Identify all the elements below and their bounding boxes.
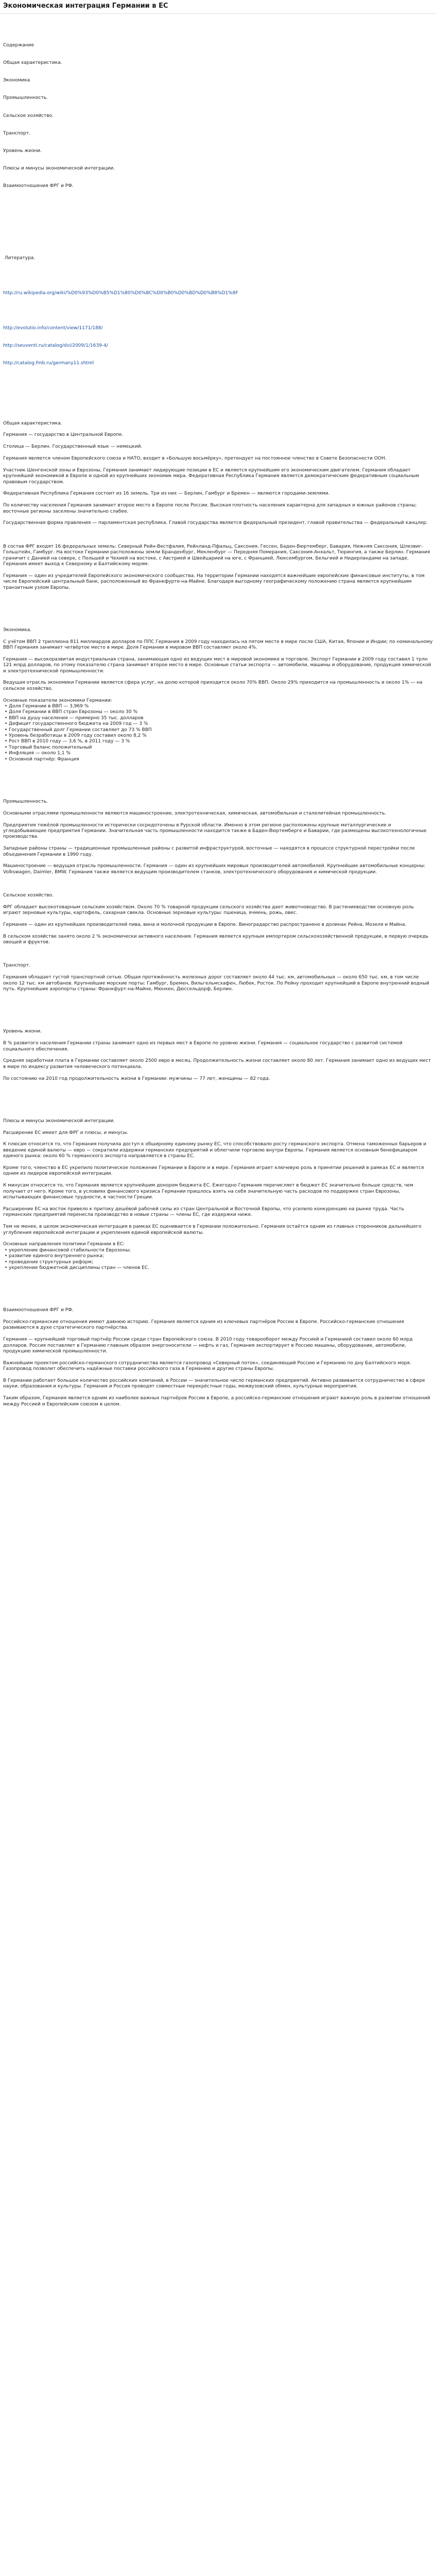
section-general: Общая характеристика. Германия — государство в Центральной Европе. Столица — Берлин. Государственный язык — немецкий. Германия является членом Европейского союза и НАТО, входит в «Большую восьмёрку», претендует на постоянное членство в Совете Безопасности ООН. Участник Шенгенской зоны и Еврозоны, Германия занимает лидирующие позиции в ЕС и является крупнейшим его экономическим двигателем. Германия обладает крупнейшей экономикой в Европе и одной из крупнейших экономик мира. Федеративная Республика Германия является демократическим федеративным социальным правовым государством. Федеративная Республика Германия состоит из 16 земель. Три из них — Берлин, Гамбург и Бремен — являются городами-землями. По количеству населения Германия занимает второе место в Европе после России. Высокая плотность населения характерна для западных и южных районов страны; восточные регионы заселены значительно слабее. Государственная форма правления — парламентская республика. Главой государства является федеральный президент, главой правительства — федеральный канцлер. bbox=[3, 420, 428, 526]
section-pros-cons: Плюсы и минусы экономической интеграции. Расширение ЕС имеет для ФРГ и плюсы, и минусы. К плюсам относится то, что Германия получила доступ к обширному единому рынку ЕС, что способствовало росту германского экспорта. Отмена таможенных барьеров и введение единой валюты — евро — сократили издержки германских предприятий и облегчили торговлю внутри Европы. Германия является основным бенефициаром единого рынка: около 60 % германского экспорта направляется в страны ЕС. Кроме того, членство в ЕС укрепило политическое положение Германии в Европе и в мире. Германия играет ключевую роль в принятии решений в рамках ЕС и является одним из лидеров европейской интеграции. К минусам относится то, что Германия является крупнейшим донором бюджета ЕС. Ежегодно Германия перечисляет в бюджет ЕС значительно больше средств, чем получает от него. Кроме того, в условиях финансового кризиса Германии пришлось взять на себя значительную часть расходов по поддержке стран Еврозоны, испытывающих финансовые трудности, в частности Греции. Расширение ЕС на восток привело к притоку дешёвой рабочей силы из стран Центральной и Восточной Европы, что усилило конкуренцию на рынке труда. Часть германских предприятий перенесла производство в новые страны — члены ЕС, где издержки ниже. Тем не менее, в целом экономическая интеграция в рамках ЕС оценивается в Германии положительно. Германия остаётся одним из главных сторонников дальнейшего углубления европейской интеграции и укрепления единой европейской валюты. Основные направления политики Германии в ЕС: • укрепление финансовой стабильности Еврозоны; • развитие единого внутреннего рынка; • проведение структурных реформ; • укрепление бюджетной дисциплины стран — членов ЕС. bbox=[3, 1118, 427, 1270]
toc-item: Плюсы и минусы экономической интеграции. bbox=[3, 166, 115, 172]
literature-block bbox=[3, 244, 433, 379]
toc-item: Сельское хозяйство. bbox=[3, 113, 54, 118]
section-industry: Промышленность. Основными отраслями промышленности являются машиностроение, электротехническая, химическая, автомобильная и сталелитейная промышленность. Предприятия тяжёлой промышленности исторически сосредоточены в Рурской области. Именно в этом регионе расположены крупные металлургические и угледобывающие предприятия Германии. Значительная часть промышленности находится также в Баден-Вюртемберге и Баварии, где размещены высокотехнологичные производства. Западные районы страны — традиционные промышленные районы с развитой инфраструктурой, восточные — находятся в процессе структурной перестройки после объединения Германии в 1990 году. Машиностроение — ведущая отрасль промышленности. Германия — один из крупнейших мировых производителей автомобилей. Крупнейшие автомобильные концерны: Volkswagen, Daimler, BMW. Германия также является ведущим производителем станков, электротехнического оборудования и химической продукции. bbox=[3, 799, 427, 875]
toc-item: Взаимоотношения ФРГ и РФ. bbox=[3, 183, 74, 189]
section-agriculture: Сельское хозяйство. ФРГ обладает высокотоварным сельским хозяйством. Около 70 % товарной продукции сельского хозяйства дает животноводство. В растениеводстве основную роль играют зерновые культуры, картофель, сахарная свекла. Основные зерновые культуры: пшеница, ячмень, рожь, овес. Германия — один из крупнейших производителей пива, вина и молочной продукции в Европе. Виноградарство распространено в долинах Рейна, Мозеля и Майна. В сельском хозяйстве занято около 2 % экономически активного населения. Германия является крупным импортером сельскохозяйственной продукции, в первую очередь овощей и фруктов. bbox=[3, 893, 429, 945]
literature-link[interactable]: http://seuventi.ru/catalog/dvi/2009/1/1639-4/ bbox=[3, 343, 108, 348]
document-body bbox=[0, 14, 436, 1419]
section-living: Уровень жизни. В % развитого населения Германии страны занимает одно из первых мест в Европе по уровню жизни. Германия — социальное государство с развитой системой социального обеспечения. Средняя заработная плата в Германии составляет около 2500 евро в месяц. Продолжительность жизни составляет около 80 лет. Германия занимает одно из ведущих мест в мире по индексу развития человеческого потенциала. По состоянию на 2010 год продолжительность жизни в Германии: мужчины — 77 лет, женщины — 82 года. bbox=[3, 1029, 431, 1081]
toc-item: Уровень жизни. bbox=[3, 148, 42, 154]
toc-item: Содержание bbox=[3, 42, 34, 48]
literature-link[interactable]: http://evolutio.info/content/view/1171/188/ bbox=[3, 325, 103, 331]
toc-item: Экономика bbox=[3, 78, 30, 83]
literature-heading: Литература. bbox=[3, 255, 36, 261]
toc-item: Промышленность. bbox=[3, 95, 48, 101]
toc-item: Общая характеристика. bbox=[3, 60, 62, 65]
section-economy: Экономика. С учётом ВВП 2 триллиона 811 миллиардов долларов по ППС Германия в 2009 году находилась на пятом месте в мире после США, Китая, Японии и Индии; по номинальному ВВП Германия занимает четвёртое место в мире. Доля Германии в мировом ВВП составляет около 4%. Германия — высокоразвитая индустриальная страна, занимающая одно из ведущих мест в мировой экономике и торговле. Экспорт Германии в 2009 году составил 1 трлн 121 млрд долларов, по этому показателю страна занимает второе место в мире. Основные статьи экспорта — автомобили, машины и оборудование, продукция химической и электротехнической промышленности. Ведущая отрасль экономики Германии является сфера услуг, на долю которой приходится около 70% ВВП. Около 29% приходится на промышленность и около 1% — на сельское хозяйство. Основные показатели экономики Германии: • Доля Германии в ВВП — 3,969 % • Доля Германии в ВВП стран Еврозоны — около 30 % • ВВП на душу населения — примерно 35 тыс. долларов • Дефицит государственного бюджета на 2009 год — 3 % • Государственный долг Германии составляет до 73 % ВВП • Уровень безработицы в 2009 году составил около 8,2 % • Рост ВВП в 2010 году — 3,6 %, в 2011 году — 3 % • Торговый баланс положительный • Инфляция — около 1,1 % • Основной партнёр: Франция bbox=[3, 627, 433, 762]
toc-item: Транспорт. bbox=[3, 130, 30, 136]
literature-link[interactable]: http://catalog.fmb.ru/germany11.shtml bbox=[3, 361, 94, 366]
page-title: Экономическая интеграция Германии в ЕС bbox=[3, 2, 168, 10]
section-structure: В состав ФРГ входят 16 федеральных земель: Северный Рейн-Вестфалия, Рейнланд-Пфальц, Саксония, Гессен, Баден-Вюртемберг, Бавария, Нижняя Саксония, Шлезвиг-Гольштейн, Гамбург. На востоке Германии расположены земли Бранденбург, Мекленбург — Передняя Померания, Саксония-Анхальт, Тюрингия, а также Берлин. Германия граничит с Данией на севере, с Польшей и Чехией на востоке, с Австрией и Швейцарией на юге, с Францией, Люксембургом, Бельгией и Нидерландами на западе. Германия имеет выход к Северному и Балтийскому морям. Германия — один из учредителей Европейского экономического сообщества. На территории Германии находятся важнейшие европейские финансовые институты, в том числе Европейский центральный банк, расположенный во Франкфурте-на-Майне. Благодаря выгодному географическому положению страна является крупнейшим транзитным узлом Европы. bbox=[3, 544, 430, 590]
section-relations: Взаимоотношения ФРГ и РФ. Российско-германские отношения имеют давнюю историю. Германия является одним из ключевых партнёров России в Европе. Российско-германские отношения развиваются в духе стратегического партнёрства. Германия — крупнейший торговый партнёр России среди стран Европейского союза. В 2010 году товарооборот между Россией и Германией составил около 60 млрд долларов. Россия поставляет в Германию главным образом энергоносители — нефть и газ, Германия экспортирует в Россию машины, оборудование, автомобили, продукцию химической промышленности. Важнейшим проектом российско-германского сотрудничества является газопровод «Северный поток», соединяющий Россию и Германию по дну Балтийского моря. Газопровод позволит обеспечить надёжные поставки российского газа в Германию и другие страны Европы. В Германии работает большое количество российских компаний, в России — значительное число германских предприятий. Активно развивается сотрудничество в сфере науки, образования и культуры. Германия и Россия проводят совместные перекрёстные годы, межвузовский обмен, культурные мероприятия. Таким образом, Германия является одним из наиболее важных партнёров России в Европе, а российско-германские отношения играют важную роль в развитии отношений между Россией и Европейским союзом в целом. bbox=[3, 1308, 430, 1407]
section-transport: Транспорт. Германия обладает густой транспортной сетью. Общая протяжённость железных дорог составляет около 44 тыс. км, автомобильных — около 650 тыс. км, в том числе около 12 тыс. км автобанов. Крупнейшие морские порты: Гамбург, Бремен, Вильгельмсхафен, Любек, Росток. По Рейну проходит крупнейший в Европе внутренний водный путь. Крупнейшие аэропорты страны: Франкфурт-на-Майне, Мюнхен, Дюссельдорф, Берлин. bbox=[3, 963, 429, 992]
table-of-contents bbox=[3, 31, 433, 201]
literature-link[interactable]: http://ru.wikipedia.org/wiki/%D0%93%D0%B5%D1%80%D0%BC%D0%B0%D0%BD%D0%B8%D1%8F bbox=[3, 290, 238, 296]
title-bar bbox=[0, 0, 436, 14]
